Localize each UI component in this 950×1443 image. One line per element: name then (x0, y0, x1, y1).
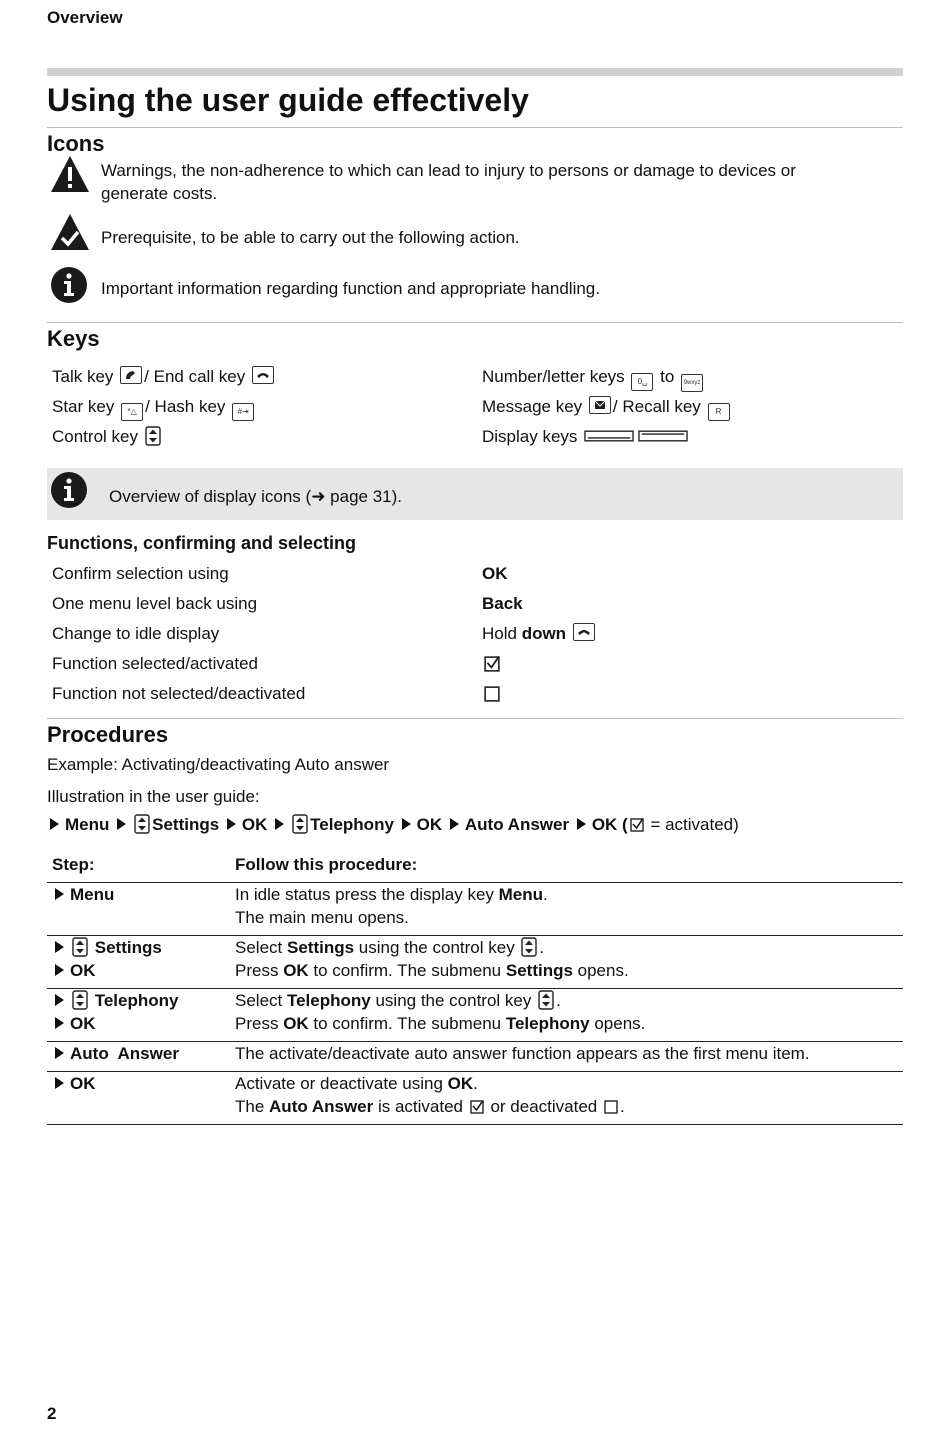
checkbox-unchecked-icon (604, 1100, 618, 1114)
triangle-right-icon (117, 818, 126, 830)
divider (47, 322, 903, 323)
table-header-step: Step: (52, 855, 95, 874)
message-recall-keys: Message key / Recall key R (482, 395, 732, 421)
hash-key-icon: #⇥ (232, 403, 254, 421)
triangle-right-icon (55, 941, 64, 953)
divider (47, 127, 903, 128)
number-letter-keys: Number/letter keys 0␣ to 9wxyz (482, 365, 705, 392)
display-keys-row: Display keys (482, 425, 690, 448)
arrow-right-icon: ➜ (311, 487, 326, 506)
icons-heading: Icons (47, 131, 105, 156)
triangle-right-icon (55, 1047, 64, 1059)
triangle-right-icon (450, 818, 459, 830)
header-bar (47, 68, 903, 76)
triangle-right-icon (227, 818, 236, 830)
triangle-right-icon (55, 994, 64, 1006)
triangle-right-icon (577, 818, 586, 830)
control-key-icon (72, 937, 88, 957)
triangle-right-icon (402, 818, 411, 830)
info-icon (50, 471, 88, 509)
info-text: Important information regarding function and appropriate handling. (101, 279, 600, 298)
functions-heading: Functions, confirming and selecting (47, 533, 357, 553)
table-row-procedure: Press OK to confirm. The submenu Settings opens. (235, 961, 629, 980)
table-row-step: Settings (52, 936, 162, 959)
function-value: OK (482, 564, 508, 583)
display-key-right-icon (638, 429, 688, 443)
prerequisite-text: Prerequisite, to be able to carry out the following action. (101, 228, 520, 247)
keys-heading: Keys (47, 326, 100, 351)
function-value: Hold down (482, 622, 597, 645)
message-key-icon (589, 396, 611, 414)
checkbox-checked-icon (484, 656, 500, 672)
checkbox-unchecked-icon (484, 686, 500, 702)
control-key-icon (145, 426, 161, 446)
page-number: 2 (47, 1404, 57, 1423)
info-box-text: Overview of display icons (➜ page 31). (109, 487, 402, 506)
table-row-step: Telephony (52, 989, 178, 1012)
table-row-step: Auto Answer (52, 1042, 179, 1065)
talk-end-keys: Talk key / End call key (52, 365, 276, 388)
table-row-procedure: Press OK to confirm. The submenu Telephony opens. (235, 1014, 646, 1033)
zero-key-icon: 0␣ (631, 373, 653, 391)
control-key-icon (134, 814, 150, 834)
triangle-right-icon (55, 888, 64, 900)
checkbox-checked-icon (630, 818, 644, 832)
table-row-step: OK (52, 1072, 96, 1095)
info-icon (50, 266, 88, 304)
talk-key-icon (120, 366, 142, 384)
checkbox-checked-icon (470, 1100, 484, 1114)
control-key-icon (521, 937, 537, 957)
star-hash-keys: Star key *△ / Hash key #⇥ (52, 395, 256, 421)
table-row-procedure: Activate or deactivate using OK. (235, 1074, 478, 1093)
function-label: Function selected/activated (52, 654, 259, 673)
control-key-row: Control key (52, 425, 163, 448)
table-row-step: OK (52, 959, 96, 982)
triangle-right-icon (50, 818, 59, 830)
table-row-step: Menu (52, 883, 114, 906)
table-row-procedure: The activate/deactivate auto answer function appears as the first menu item. (235, 1044, 810, 1063)
warning-text-line1: Warnings, the non-adherence to which can lead to injury to persons or damage to devices or (101, 161, 796, 180)
function-label: One menu level back using (52, 594, 258, 613)
triangle-right-icon (55, 964, 64, 976)
function-label: Function not selected/deactivated (52, 684, 306, 703)
nine-key-icon: 9wxyz (681, 374, 703, 392)
warning-icon (50, 155, 90, 193)
warning-text-line2: generate costs. (101, 184, 218, 203)
table-row-procedure: Select Settings using the control key . (235, 938, 545, 957)
table-header-procedure: Follow this procedure: (235, 855, 418, 874)
function-label: Confirm selection using (52, 564, 229, 583)
recall-key-icon: R (708, 403, 730, 421)
control-key-icon (72, 990, 88, 1010)
triangle-right-icon (55, 1077, 64, 1089)
page-reference-link[interactable]: page 31). (325, 487, 402, 506)
prerequisite-icon (50, 213, 90, 251)
procedures-heading: Procedures (47, 722, 169, 747)
running-header: Overview (47, 8, 123, 27)
control-key-icon (538, 990, 554, 1010)
table-row-procedure: Select Telephony using the control key . (235, 991, 561, 1010)
end-call-key-icon (252, 366, 274, 384)
menu-path: Menu Settings OK Telephony OK Auto Answer OK ( = activated) (47, 813, 739, 836)
triangle-right-icon (275, 818, 284, 830)
function-label: Change to idle display (52, 624, 220, 643)
control-key-icon (292, 814, 308, 834)
table-divider (47, 1124, 903, 1125)
table-row-step: OK (52, 1012, 96, 1035)
table-row-procedure: The main menu opens. (235, 908, 409, 927)
triangle-right-icon (55, 1017, 64, 1029)
page-title: Using the user guide effectively (47, 82, 529, 118)
end-call-key-icon (573, 623, 595, 641)
star-key-icon: *△ (121, 403, 143, 421)
procedure-illustration-label: Illustration in the user guide: (47, 787, 260, 806)
divider (47, 718, 903, 719)
function-value: Back (482, 594, 523, 613)
display-key-left-icon (584, 429, 634, 443)
table-row-procedure: In idle status press the display key Menu. (235, 885, 548, 904)
table-row-procedure: The Auto Answer is activated or deactivated . (235, 1097, 625, 1116)
procedure-example: Example: Activating/deactivating Auto answer (47, 755, 390, 774)
